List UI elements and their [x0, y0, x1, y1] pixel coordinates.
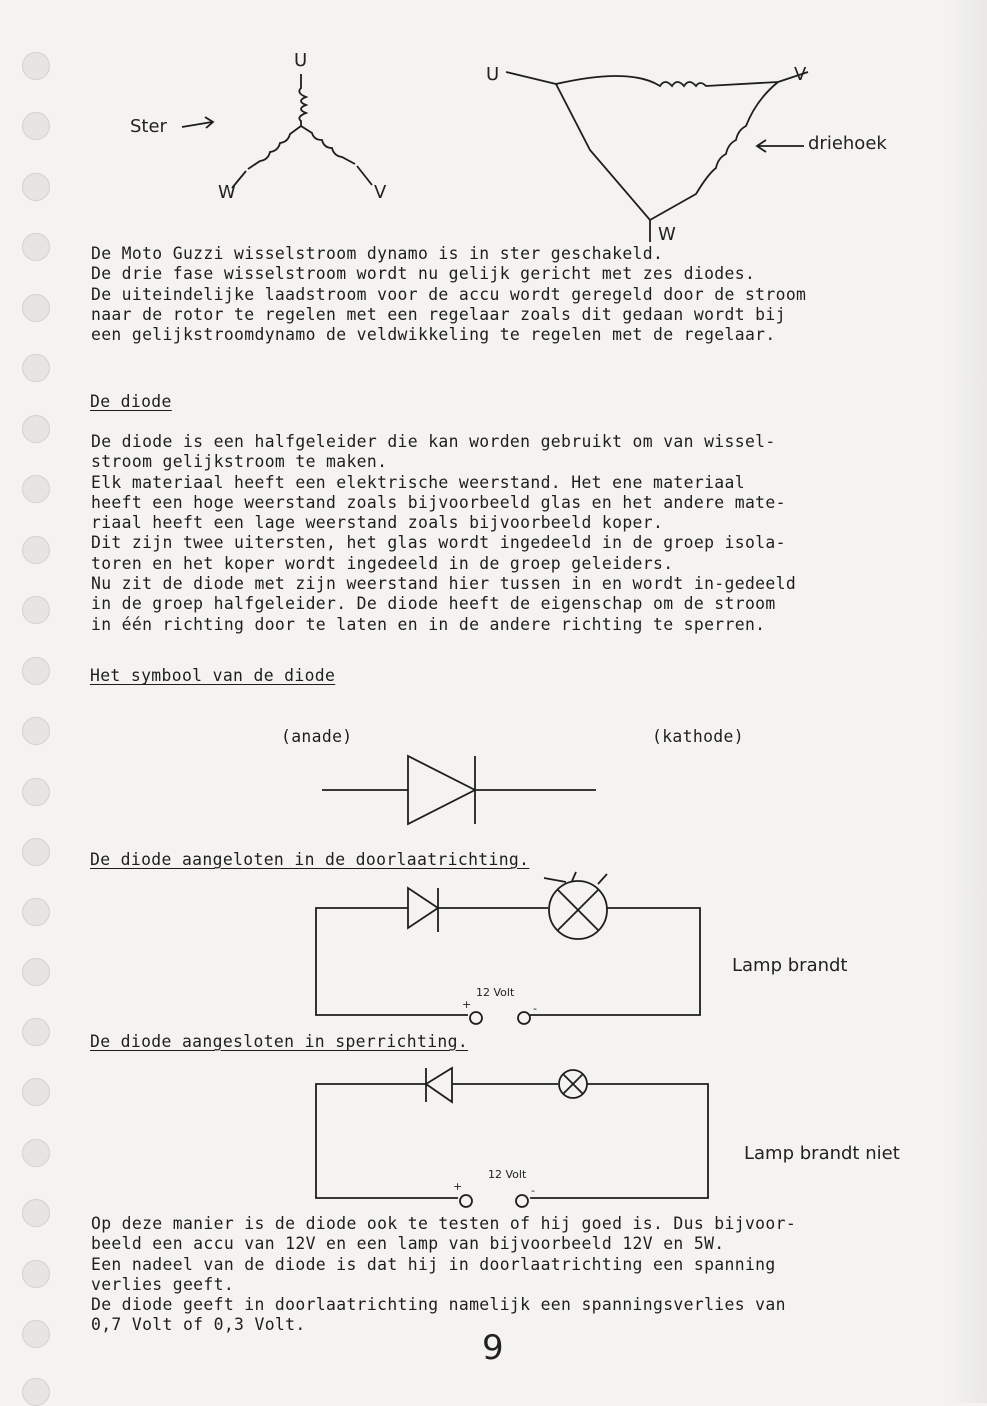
forward-wire-left: [316, 908, 468, 1015]
diode-symbol: [322, 756, 596, 824]
star-coil-v: [301, 126, 355, 164]
forward-wire-right: [530, 908, 700, 1015]
star-label: Ster: [130, 116, 167, 137]
heading-diode: De diode: [90, 392, 172, 411]
reverse-wire-left: [316, 1084, 458, 1198]
star-terminal-u: U: [294, 50, 308, 71]
delta-right-coil: [650, 82, 778, 220]
star-connection-diagram: [182, 74, 372, 188]
cathode-label: (kathode): [652, 727, 744, 746]
star-lead-v: [357, 166, 372, 185]
delta-left-side: [556, 84, 650, 220]
forward-circuit: [316, 872, 700, 1024]
star-coil-u: [299, 74, 306, 126]
star-terminal-w: W: [218, 182, 236, 203]
forward-lamp-label: Lamp brandt: [732, 955, 848, 976]
heading-forward: De diode aangeloten in de doorlaatrichting.: [90, 850, 530, 869]
diode-triangle: [408, 756, 475, 824]
delta-label: driehoek: [808, 133, 887, 154]
reverse-wire-right: [530, 1084, 708, 1198]
star-terminal-v: V: [374, 182, 387, 203]
forward-minus-label: -: [533, 1002, 537, 1015]
closing-paragraph: Op deze manier is de diode ook te testen of hij goed is. Dus bijvoor- beeld een accu van 12V en een lamp van bijvoorbeeld 12V en 5W. Een nadeel van de diode is dat hij in doorlaatrichting een spanning verlies geeft. De diode geeft in doorlaatrichting namelijk een spanningsverlies van 0,7 Volt of 0,3 Volt.: [91, 1214, 797, 1335]
anode-label: (anade): [281, 727, 353, 746]
diode-explanation: De diode is een halfgeleider die kan worden gebruikt om van wissel- stroom gelijkstroom te maken. Elk materiaal heeft een elektrische weerstand. Het ene materiaal heeft een hoge weerstand zoals bijvoorbeeld glas en het andere mate- riaal heeft een lage weerstand zoals bijvoorbeeld koper. Dit zijn twee uitersten, het glas wordt ingedeeld in de groep isola- toren en het koper wordt ingedeeld in de groep geleiders. Nu zit de diode met zijn weerstand hier tussen in en wordt in-gedeeld in de groep halfgeleider. De diode heeft de eigenschap om de stroom in één richting door te laten en in de andere richting te sperren.: [91, 432, 797, 634]
forward-plus-label: +: [462, 998, 472, 1011]
delta-terminal-v: V: [794, 64, 807, 85]
reverse-minus-label: -: [531, 1184, 535, 1197]
star-coil-w: [248, 126, 301, 169]
heading-reverse: De diode aangesloten in sperrichting.: [90, 1032, 469, 1051]
reverse-lamp-label: Lamp brandt niet: [744, 1143, 900, 1164]
reverse-terminal-plus: [460, 1195, 472, 1207]
delta-top-coil: [556, 76, 778, 86]
forward-voltage-label: 12 Volt: [476, 986, 515, 999]
forward-terminal-plus: [470, 1012, 482, 1024]
delta-connection-diagram: [506, 72, 808, 242]
heading-symbol: Het symbool van de diode: [90, 666, 336, 685]
forward-lamp-rays: [544, 872, 607, 884]
reverse-terminal-minus: [516, 1195, 528, 1207]
intro-paragraph: De Moto Guzzi wisselstroom dynamo is in ster geschakeld. De drie fase wisselstroom wordt nu gelijk gericht met zes diodes. De uiteindelijke laadstroom voor de accu wordt geregeld door de stroom naar de rotor te regelen met een regelaar zoals dit gedaan wordt bij een gelijkstroomdynamo de veldwikkeling te regelen met de regelaar.: [91, 244, 807, 345]
reverse-plus-label: +: [453, 1180, 463, 1193]
delta-lead-u: [506, 72, 556, 84]
delta-arrow: [757, 140, 804, 152]
reverse-circuit: [316, 1068, 708, 1207]
delta-terminal-w: W: [658, 224, 676, 245]
forward-diode-triangle: [408, 888, 438, 928]
reverse-voltage-label: 12 Volt: [488, 1168, 527, 1181]
star-arrow: [182, 117, 213, 128]
forward-terminal-minus: [518, 1012, 530, 1024]
reverse-diode-triangle: [426, 1068, 452, 1102]
delta-terminal-u: U: [486, 64, 500, 85]
page-number: 9: [482, 1328, 504, 1368]
